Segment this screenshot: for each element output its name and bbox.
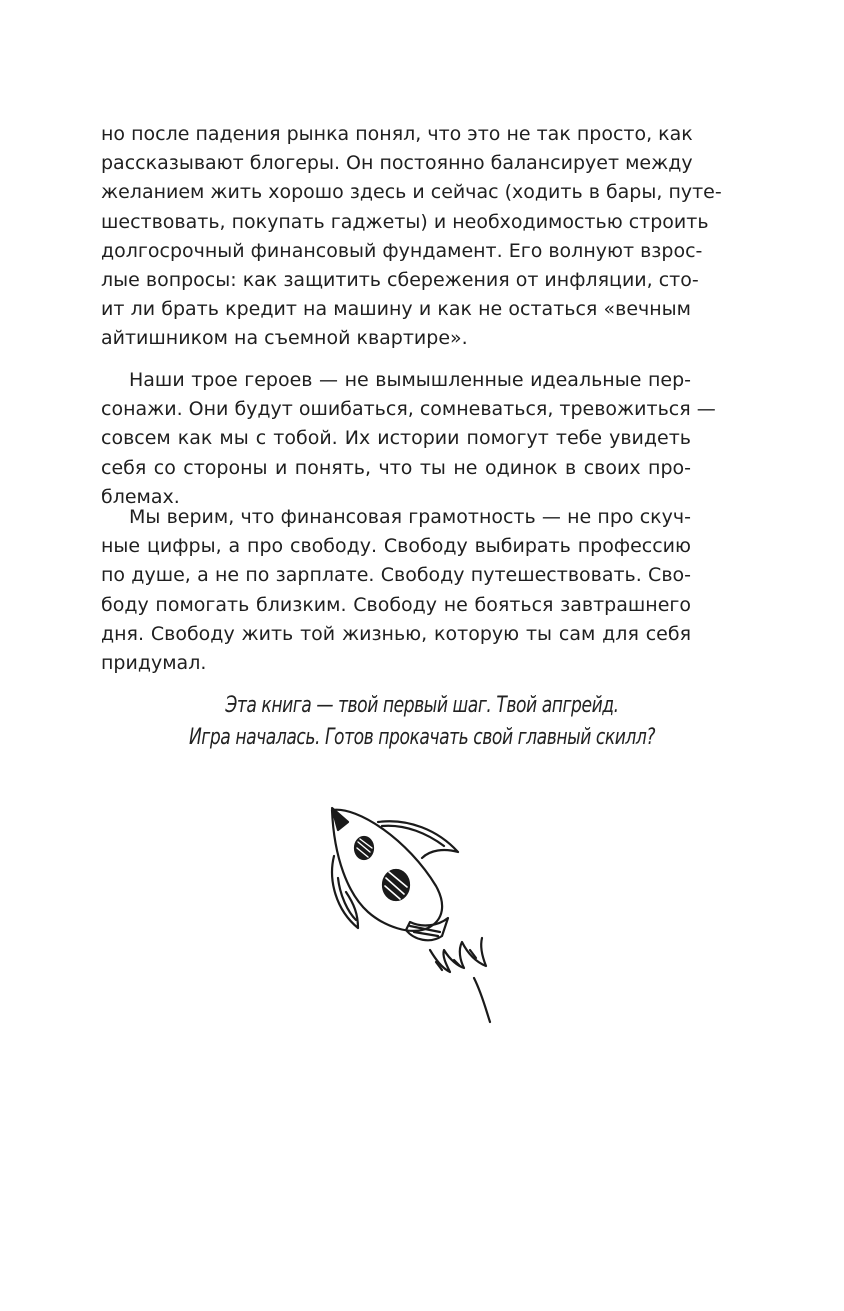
- text-line: дня. Свободу жить той жизнью, которую ты сам для себя: [101, 622, 691, 645]
- text-line: Наши трое героев — не вымышленные идеальные пер-: [129, 369, 691, 391]
- text-line: по душе, а не по зарплате. Свободу путешествовать. Сво-: [101, 564, 691, 587]
- paragraph-2: [101, 366, 716, 512]
- text-line: Мы верим, что финансовая грамотность — не про скуч-: [129, 506, 691, 528]
- handwritten-quote: [171, 690, 673, 754]
- text-line: лые вопросы: как защитить сбережения от инфляции, сто-: [101, 268, 699, 291]
- text-line: долгосрочный финансовый фундамент. Его волнуют взрос-: [101, 239, 703, 262]
- text-line: ные цифры, а про свободу. Свободу выбирать профессию: [101, 535, 691, 558]
- text-line: себя со стороны и понять, что ты не одинок в своих про-: [101, 456, 691, 479]
- text-line: желанием жить хорошо здесь и сейчас (ходить в бары, путе-: [101, 181, 722, 204]
- text-line: шествовать, покупать гаджеты) и необходимостью строить: [101, 210, 709, 233]
- text-line: но после падения рынка понял, что это не так просто, как: [101, 123, 693, 145]
- paragraph-3: [101, 503, 691, 678]
- text-line: рассказывают блогеры. Он постоянно балансирует между: [101, 152, 693, 175]
- text-line: ит ли брать кредит на машину и как не остаться «вечным: [101, 298, 691, 321]
- text-line: блемах.: [101, 485, 180, 508]
- paragraph-1: [101, 120, 722, 354]
- quote-line-2: Игра началась. Готов прокачать свой главный скилл?: [188, 725, 656, 750]
- quote-line-1: Эта книга — твой первый шаг. Твой апгрейд.: [225, 693, 619, 718]
- text-line: придумал.: [101, 651, 207, 674]
- text-line: сонажи. Они будут ошибаться, сомневаться, тревожиться —: [101, 398, 716, 421]
- rocket-icon: [318, 800, 518, 1030]
- text-line: совсем как мы с тобой. Их истории помогут тебе увидеть: [101, 427, 691, 450]
- text-line: боду помогать близким. Свободу не бояться завтрашнего: [101, 593, 691, 616]
- text-line: айтишником на съемной квартире».: [101, 327, 468, 350]
